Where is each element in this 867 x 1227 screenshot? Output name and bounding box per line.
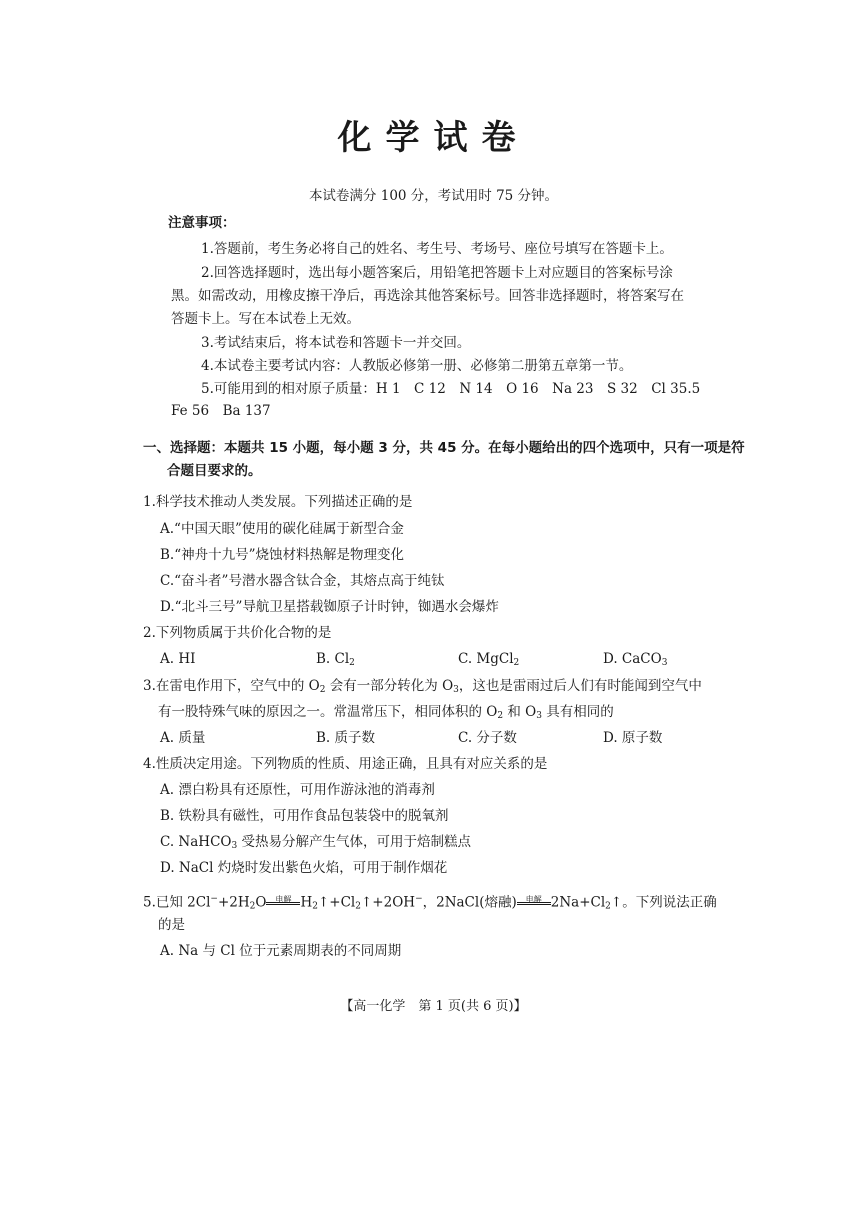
q2-option-d: D. CaCO$_3$ <box>603 651 668 668</box>
q2-option-b: B. $Cl_2$ <box>316 651 355 668</box>
electrolysis-condition: 电解 <box>266 896 300 910</box>
section-heading: 一、选择题：本题共 15 小题，每小题 3 分，共 45 分。在每小题给出的四个选项中，只有一项是符 <box>143 440 745 456</box>
notice-line-3: 黑。如需改动，用橡皮擦干净后，再选涂其他答案标号。回答非选择题时，将答案写在 <box>171 288 684 304</box>
notice-line-1: 1.答题前，考生务必将自己的姓名、考生号、考场号、座位号填写在答题卡上。 <box>201 241 673 257</box>
q2-option-a: A. HI <box>160 651 196 667</box>
electrolysis-condition-2: 电解 <box>517 896 551 910</box>
notice-line-8: Fe 56 Ba 137 <box>171 403 271 419</box>
notice-line-6: 4.本试卷主要考试内容：人教版必修第一册、必修第二册第五章第一节。 <box>201 358 633 374</box>
notice-line-4: 答题卡上。写在本试卷上无效。 <box>171 311 360 327</box>
notice-line-2: 2.回答选择题时，选出每小题答案后，用铅笔把答题卡上对应题目的答案标号涂 <box>201 265 673 281</box>
exam-info: 本试卷满分 100 分，考试用时 75 分钟。 <box>308 188 559 204</box>
q1-option-c: C.“奋斗者”号潜水器含钛合金，其熔点高于纯钛 <box>160 573 445 589</box>
q1-option-d: D.“北斗三号”导航卫星搭载铷原子计时钟，铷遇水会爆炸 <box>160 599 499 615</box>
q4-option-c: C. NaHCO$_3$ 受热易分解产生气体，可用于焙制糕点 <box>160 834 471 851</box>
q2-option-c: C. MgCl$_2$ <box>458 651 520 668</box>
q2-stem: 2.下列物质属于共价化合物的是 <box>143 625 332 641</box>
notice-line-5: 3.考试结束后，将本试卷和答题卡一并交回。 <box>201 335 471 351</box>
q4-option-d: D. NaCl 灼烧时发出紫色火焰，可用于制作烟花 <box>160 860 448 876</box>
q3-option-d: D. 原子数 <box>603 730 663 746</box>
q4-option-b: B. 铁粉具有磁性，可用作食品包装袋中的脱氧剂 <box>160 808 449 824</box>
q1-stem: 1.科学技术推动人类发展。下列描述正确的是 <box>143 494 413 510</box>
section-heading-cont: 合题目要求的。 <box>167 463 262 479</box>
q3-stem-cont: 有一股特殊气味的原因之一。常温常压下，相同体积的 $O_2$ 和 $O_3$ 具有相同的 <box>158 704 614 721</box>
notice-line-7: 5.可能用到的相对原子质量：H 1 C 12 N 14 O 16 Na 23 S 32 Cl 35.5 <box>201 381 701 397</box>
notice-heading: 注意事项： <box>168 215 236 231</box>
q4-option-a: A. 漂白粉具有还原性，可用作游泳池的消毒剂 <box>160 782 435 798</box>
q5-stem-cont: 的是 <box>158 917 185 933</box>
page-title: 化学试卷 <box>337 118 530 158</box>
q3-option-c: C. 分子数 <box>458 730 517 746</box>
q4-stem: 4.性质决定用途。下列物质的性质、用途正确，且具有对应关系的是 <box>143 756 548 772</box>
q1-option-a: A.“中国天眼”使用的碳化硅属于新型合金 <box>160 521 404 537</box>
q1-option-b: B.“神舟十九号”烧蚀材料热解是物理变化 <box>160 547 405 563</box>
page-footer: 【高一化学 第 1 页(共 6 页)】 <box>340 999 527 1014</box>
q5-stem: 5.已知 $2Cl^-+2H_2O$ 电解 $H_2↑+Cl_2↑+2OH^-$，2NaCl(熔融) 电解 $2Na+Cl_2↑$。下列说法正确 <box>143 894 717 912</box>
q3-option-b: B. 质子数 <box>316 730 376 746</box>
q3-option-a: A. 质量 <box>160 730 206 746</box>
q5-option-a: A. Na 与 Cl 位于元素周期表的不同周期 <box>160 943 402 959</box>
q3-stem: 3.在雷电作用下，空气中的 $O_2$ 会有一部分转化为 $O_3$，这也是雷雨过后人们有时能闻到空气中 <box>143 678 702 695</box>
